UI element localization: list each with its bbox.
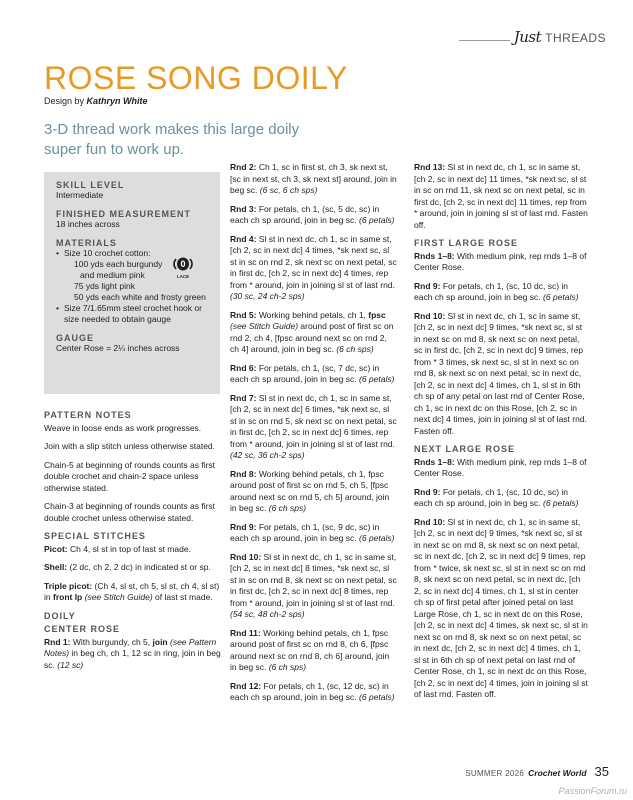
- gauge-heading: GAUGE: [56, 333, 95, 343]
- section-just: Just: [510, 28, 543, 46]
- material-item: 100 yds each burgundy: [74, 259, 163, 269]
- material-item: • Size 10 crochet cotton:: [56, 248, 212, 259]
- measure-value: 18 inches across: [56, 219, 120, 229]
- round-3: Rnd 3: For petals, ch 1, (sc, 5 dc, sc) in each ch sp around, join in beg sc. (6 petals): [230, 203, 395, 225]
- round-8: Rnd 8: Working behind petals, ch 1, fpsc around post of first sc on rnd 5, ch 5, [fpsc around next sc on rnd 5, ch 5] around, join in beg sc. (6 ch sps): [230, 468, 390, 513]
- round-10: Rnd 10: Sl st in next dc, ch 1, sc in same st, [ch 2, sc in next dc] 8 times, *sk next sc, sl st in sc on rnd 8, sk next sc on next petal, sc in first dc, [ch 2, sc in next dc] 8 times, rep from * around, join in joining sl st of last rnd. (54 sc, 48 ch-2 sps): [230, 551, 397, 619]
- round-11: Rnd 11: Working behind petals, ch 1, fpsc around post of first sc on rnd 8, ch 6, [fpsc around next sc on rnd 8, ch 6] around, join in beg sc. (6 ch sps): [230, 627, 390, 672]
- note: Chain-5 at beginning of rounds counts as first double crochet and chain-2 space unless otherwise stated.: [44, 459, 216, 493]
- first-round-10: Rnd 10: Sl st in next dc, ch 1, sc in same st, [ch 2, sc in next dc] 9 times, *sk next sc, sl st in next sc on rnd 8, sk next sc on next petal, sc in first dc, [ch 2, sc in next dc] 9 times, rep from * 3 times, sk next sc, sl st in next sc on rnd 8, sk next sc on next petal, sc in next dc, [ch 2, sc in next dc] 4 times, ch 1, sl st in 6th ch sp of any petal on last rnd of Center Rose, ch 1, sc in next dc on this Rose, [ch 2, sc in next dc] 4 times, join in joining sl st of last rnd. Fasten off.: [414, 310, 587, 436]
- stitch-picot: Picot: Ch 4, sl st in top of last st made.: [44, 543, 191, 554]
- doily-heading: DOILY: [44, 610, 76, 621]
- round-9: Rnd 9: For petals, ch 1, (sc, 9 dc, sc) in each ch sp around, join in beg sc. (6 petals): [230, 521, 395, 543]
- column-2: [230, 162, 398, 711]
- materials-sidebar: [44, 172, 220, 394]
- measure-heading: FINISHED MEASUREMENT: [56, 209, 192, 219]
- special-heading: SPECIAL STITCHES: [44, 531, 146, 541]
- next-round-9: Rnd 9: For petals, ch 1, (sc, 10 dc, sc) in each ch sp around, join in beg sc. (6 petals): [414, 486, 579, 508]
- round-7: Rnd 7: Sl st in next dc, ch 1, sc in same st, [ch 2, sc in next dc] 6 times, *sk next sc, sl st in sc on rnd 5, sk next sc on next petal, sc in first dc, [ch 2, sc in next dc] 6 times, rep from * around, join in joining sl st of last rnd. (42 sc, 36 ch-2 sps): [230, 392, 397, 460]
- materials-heading: MATERIALS: [56, 238, 117, 248]
- byline: [44, 96, 148, 106]
- page-title: ROSE SONG DOILY: [44, 60, 348, 96]
- column-3: [414, 162, 588, 708]
- round-13: Rnd 13: Sl st in next dc, ch 1, sc in same st, [ch 2, sc in next dc] 11 times, *sk next sc, sl st in sc on rnd 11, sk next sc on next petal, sc in first dc, [ch 2, sc in next dc] 11 times, rep from * around, join in joining sl st of last rnd. Fasten off.: [414, 162, 588, 230]
- weight-number: 0: [180, 259, 186, 269]
- next-round-10: Rnd 10: Sl st in next dc, ch 1, sc in same st, [ch 2, sc in next dc] 9 times, *sk next sc, sl st in next sc on rnd 8, sk next sc on next petal, sc in next dc, [ch 2, sc in next dc] 9 times, rep from * twice, sk next sc, sl st in next sc on rnd 8, sk next sc on next petal, sc in next dc, [ch 2, sc in next dc] 4 times, ch 1, sl st in center ch sp of first petal after joined petal on last Large Rose, ch 1, sc in next dc on this Rose, [ch 2, sc in next dc] 4 times, sk next sc, sl st in next sc on rnd 8, sk next sc on next petal, sc in next dc, [ch 2, sc in next dc] 4 times, ch 1, sl st in 6th ch sp of next petal on last rnd of Center Rose, ch 1, sc in next dc on this Rose, [ch 2, sc in next dc] 4 times, join in joining sl st of last rnd. Fasten off.: [414, 516, 588, 699]
- round-12: Rnd 12: For petals, ch 1, (sc, 12 dc, sc) in each ch sp around, join in beg sc. (6 petals): [230, 680, 395, 702]
- round-6: Rnd 6: For petals, ch 1, (sc, 7 dc, sc) in each ch sp around, join in beg sc. (6 petals): [230, 362, 395, 384]
- material-item: • Size 7/1.65mm steel crochet hook or size needed to obtain gauge: [56, 303, 212, 325]
- first-large-rose-heading: FIRST LARGE ROSE: [414, 238, 519, 248]
- skill-heading: SKILL LEVEL: [56, 180, 125, 190]
- round-5: Rnd 5: Working behind petals, ch 1, fpsc (see Stitch Guide) around post of first sc on rnd 2, ch 4, [fpsc around next sc on rnd 2, ch 4] around, join in beg sc. (6 ch sps): [230, 309, 394, 354]
- footer-season: SUMMER 2026: [465, 769, 525, 778]
- round-4: Rnd 4: Sl st in next dc, ch 1, sc in same st, [ch 2, sc in next dc] 4 times, *sk next sc, sl st in sc on rnd 2, sk next sc on next petal, sc in first dc, [ch 2, sc in next dc] 4 times, rep from * around, join in joining sl st of last rnd. (30 sc, 24 ch-2 sps): [230, 233, 397, 301]
- center-rose-heading: CENTER ROSE: [44, 624, 121, 634]
- notes-heading: PATTERN NOTES: [44, 410, 132, 420]
- next-large-rose-heading: NEXT LARGE ROSE: [414, 444, 516, 454]
- round-2: Rnd 2: Ch 1, sc in first st, ch 3, sk next st, [sc in next st, ch 3, sk next st] around, join in beg sc. (6 sc, 6 ch sps): [230, 162, 397, 195]
- subtitle: 3-D thread work makes this large doily super fun to work up.: [44, 121, 300, 158]
- next-rounds-1-8: Rnds 1–8: With medium pink, rep rnds 1–8 of Center Rose.: [414, 456, 587, 478]
- column-1: [44, 408, 222, 678]
- first-rounds-1-8: Rnds 1–8: With medium pink, rep rnds 1–8 of Center Rose.: [414, 250, 587, 272]
- page-number: 35: [594, 764, 609, 779]
- weight-label: LACE: [176, 274, 190, 279]
- footer-magazine: Crochet World: [528, 768, 587, 778]
- note: Chain-3 at beginning of rounds counts as first double crochet unless otherwise stated.: [44, 501, 216, 523]
- section-threads: THREADS: [543, 31, 609, 46]
- first-round-9: Rnd 9: For petals, ch 1, (sc, 10 dc, sc) in each ch sp around, join in beg sc. (6 petals): [414, 280, 579, 302]
- gauge-value: Center Rose = 2¼ inches across: [56, 343, 180, 353]
- stitch-shell: Shell: (2 dc, ch 2, 2 dc) in indicated st or sp.: [44, 562, 211, 572]
- round-1: Rnd 1: With burgundy, ch 5, join (see Pattern Notes) in beg ch, ch 1, 12 sc in ring, join in beg sc. (12 sc): [44, 636, 221, 670]
- note: Join with a slip stitch unless otherwise stated.: [44, 441, 216, 451]
- byline-prefix: Design by: [44, 96, 85, 106]
- material-item: 50 yds each white and frosty green: [74, 292, 206, 302]
- stitch-triple-picot: Triple picot: (Ch 4, sl st, ch 5, sl st, ch 4, sl st) in front lp (see Stitch Guide) of last st made.: [44, 580, 220, 602]
- material-item: and medium pink: [80, 270, 145, 280]
- material-item: 75 yds light pink: [74, 281, 135, 291]
- page-footer: [465, 764, 609, 779]
- note: Weave in loose ends as work progresses.: [44, 422, 202, 433]
- designer-name: Kathryn White: [86, 96, 148, 106]
- skill-value: Intermediate: [56, 190, 104, 200]
- yarn-weight-icon: [172, 256, 194, 280]
- watermark: PassionForum.ru: [558, 786, 627, 796]
- section-tag: [510, 26, 609, 46]
